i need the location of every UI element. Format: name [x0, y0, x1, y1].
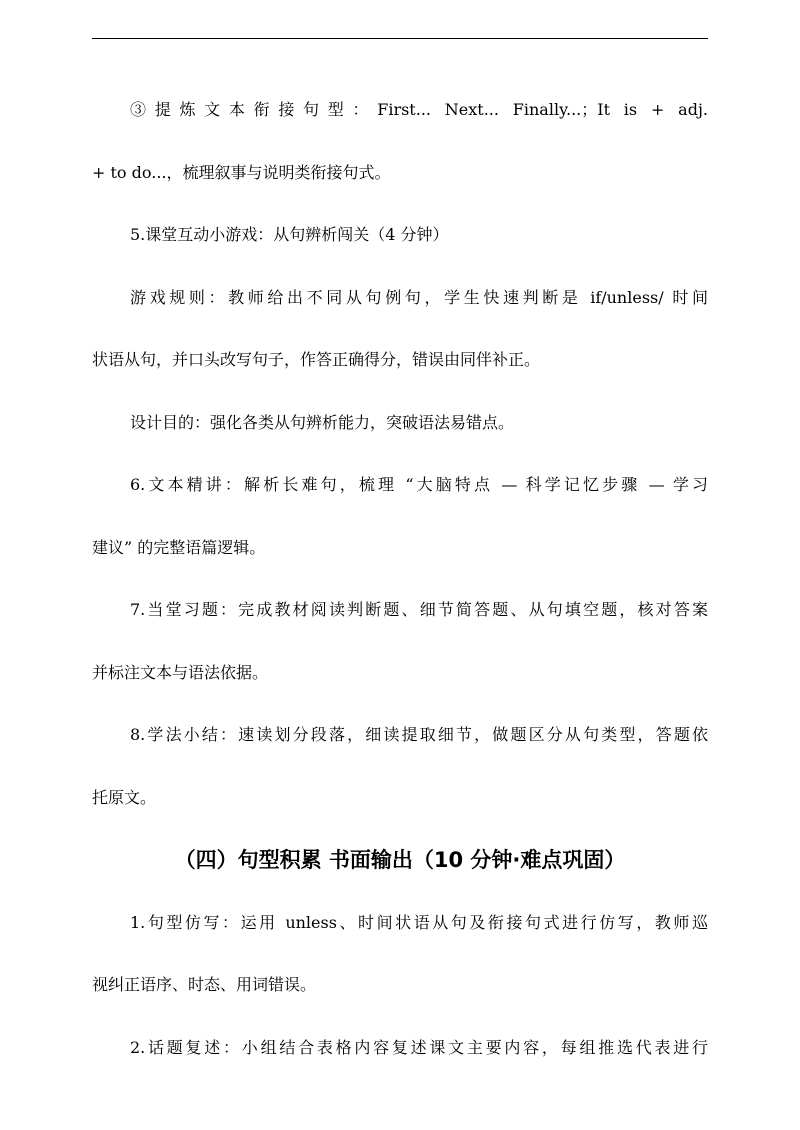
text-line: 状语从句，并口头改写句子，作答正确得分，错误由同伴补正。	[92, 350, 541, 369]
text-line: ③提炼文本衔接句型：First... Next... Finally...；It is + adj.	[130, 100, 708, 119]
paragraph-block-2	[92, 892, 708, 1080]
text-line: 设计目的：强化各类从句辨析能力，突破语法易错点。	[130, 412, 515, 432]
text-line: 1.句型仿写：运用 unless、时间状语从句及衔接句式进行仿写，教师巡	[130, 912, 708, 932]
header-rule	[92, 38, 708, 39]
text-line: 6.文本精讲：解析长难句，梳理 “大脑特点 — 科学记忆步骤 — 学习	[130, 475, 708, 494]
paragraph-block-1	[92, 79, 708, 829]
text-line: 2.话题复述：小组结合表格内容复述课文主要内容，每组推选代表进行	[130, 1037, 708, 1057]
text-line: 7.当堂习题：完成教材阅读判断题、细节简答题、从句填空题，核对答案	[130, 600, 708, 619]
text-line: 游戏规则：教师给出不同从句例句，学生快速判断是 if/unless/ 时间	[130, 287, 708, 307]
text-line: 8.学法小结：速读划分段落，细读提取细节，做题区分从句类型，答题依	[130, 725, 708, 744]
document-body	[92, 79, 708, 1079]
text-line: + to do...，梳理叙事与说明类衔接句式。	[92, 162, 391, 182]
text-line: 并标注文本与语法依据。	[92, 662, 269, 682]
text-line: 5.课堂互动小游戏：从句辨析闯关（4 分钟）	[130, 225, 449, 244]
text-line: 托原文。	[92, 787, 157, 807]
text-line: 建议” 的完整语篇逻辑。	[92, 537, 266, 557]
text-line: 视纠正语序、时态、用词错误。	[92, 975, 317, 994]
section-heading: （四）句型积累 书面输出（10 分钟·难点巩固）	[174, 848, 626, 872]
